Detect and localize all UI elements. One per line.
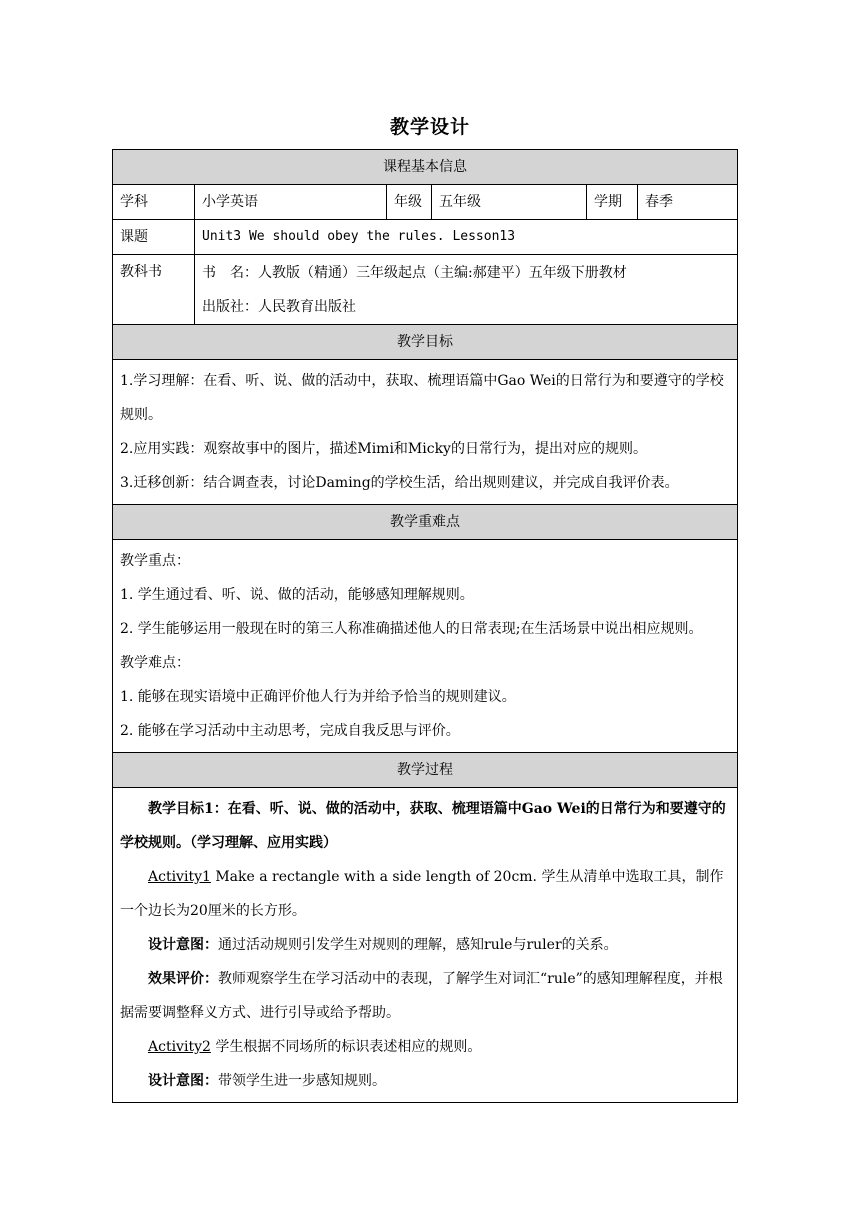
evaluation-label: 效果评价： bbox=[148, 971, 218, 987]
key-points-content bbox=[113, 540, 738, 753]
lesson-plan-table bbox=[112, 149, 738, 1103]
goal-item-1: 1.学习理解：在看、听、说、做的活动中，获取、梳理语篇中Gao Wei的日常行为和要遵守的学校规则。 bbox=[120, 373, 724, 423]
subject-value: 小学英语 bbox=[195, 185, 387, 220]
intent1-paragraph bbox=[120, 928, 730, 962]
teaching-process-content bbox=[113, 788, 738, 1103]
activity2-paragraph bbox=[120, 1030, 730, 1064]
basic-info-header: 课程基本信息 bbox=[113, 150, 738, 185]
key-points-header: 教学重难点 bbox=[113, 505, 738, 540]
document-title: 教学设计 bbox=[389, 116, 470, 138]
activity2-text: 学生根据不同场所的标识表述相应的规则。 bbox=[210, 1039, 482, 1055]
intent2-text: 带领学生进一步感知规则。 bbox=[218, 1073, 386, 1089]
goal-item-3: 3.迁移创新：结合调查表，讨论Daming的学校生活，给出规则建议，并完成自我评价表。 bbox=[120, 475, 679, 491]
term-label: 学期 bbox=[587, 185, 638, 220]
difficulty-item-1: 1. 能够在现实语境中正确评价他人行为并给予恰当的规则建议。 bbox=[120, 689, 516, 705]
focus-item-1: 1. 学生通过看、听、说、做的活动，能够感知理解规则。 bbox=[120, 587, 474, 603]
activity2-label: Activity2 bbox=[148, 1039, 211, 1055]
grade-value: 五年级 bbox=[432, 185, 587, 220]
topic-label: 课题 bbox=[113, 220, 195, 255]
intent2-paragraph bbox=[120, 1064, 730, 1098]
book-name-line: 书 名：人教版（精通）三年级起点（主编:郝建平）五年级下册教材 bbox=[202, 264, 627, 281]
subject-label: 学科 bbox=[113, 185, 195, 220]
evaluation-text: 教师观察学生在学习活动中的表现，了解学生对词汇“rule”的感知理解程度，并根据需要调整释义方式、进行引导或给予帮助。 bbox=[120, 971, 723, 1021]
evaluation-paragraph bbox=[120, 962, 730, 1030]
activity1-paragraph bbox=[120, 860, 730, 928]
activity1-text: Make a rectangle with a side length of 20cm. 学生从清单中选取工具，制作一个边长为20厘米的长方形。 bbox=[120, 869, 724, 919]
term-value: 春季 bbox=[638, 185, 738, 220]
focus-label: 教学重点： bbox=[120, 553, 190, 569]
intent2-label: 设计意图： bbox=[148, 1073, 218, 1089]
intent1-label: 设计意图： bbox=[148, 937, 218, 953]
goal-item-2: 2.应用实践：观察故事中的图片，描述Mimi和Micky的日常行为，提出对应的规则。 bbox=[120, 441, 647, 457]
publisher-line: 出版社：人民教育出版社 bbox=[202, 298, 356, 315]
teaching-goals-header: 教学目标 bbox=[113, 325, 738, 360]
difficulty-item-2: 2. 能够在学习活动中主动思考，完成自我反思与评价。 bbox=[120, 723, 460, 739]
activity1-label: Activity1 bbox=[148, 869, 211, 885]
focus-item-2: 2. 学生能够运用一般现在时的第三人称准确描述他人的日常表现;在生活场景中说出相应规则。 bbox=[120, 621, 703, 637]
textbook-label: 教科书 bbox=[113, 255, 195, 325]
grade-label: 年级 bbox=[387, 185, 432, 220]
topic-value: Unit3 We should obey the rules. Lesson13 bbox=[195, 220, 738, 255]
intent1-text: 通过活动规则引发学生对规则的理解，感知rule与ruler的关系。 bbox=[218, 937, 618, 953]
teaching-process-header: 教学过程 bbox=[113, 753, 738, 788]
teaching-goals-content bbox=[113, 360, 738, 505]
difficulty-label: 教学难点： bbox=[120, 655, 190, 671]
textbook-value bbox=[195, 255, 738, 325]
process-goal-heading: 教学目标1：在看、听、说、做的活动中，获取、梳理语篇中Gao Wei的日常行为和要遵守的学校规则。（学习理解、应用实践） bbox=[120, 801, 726, 851]
